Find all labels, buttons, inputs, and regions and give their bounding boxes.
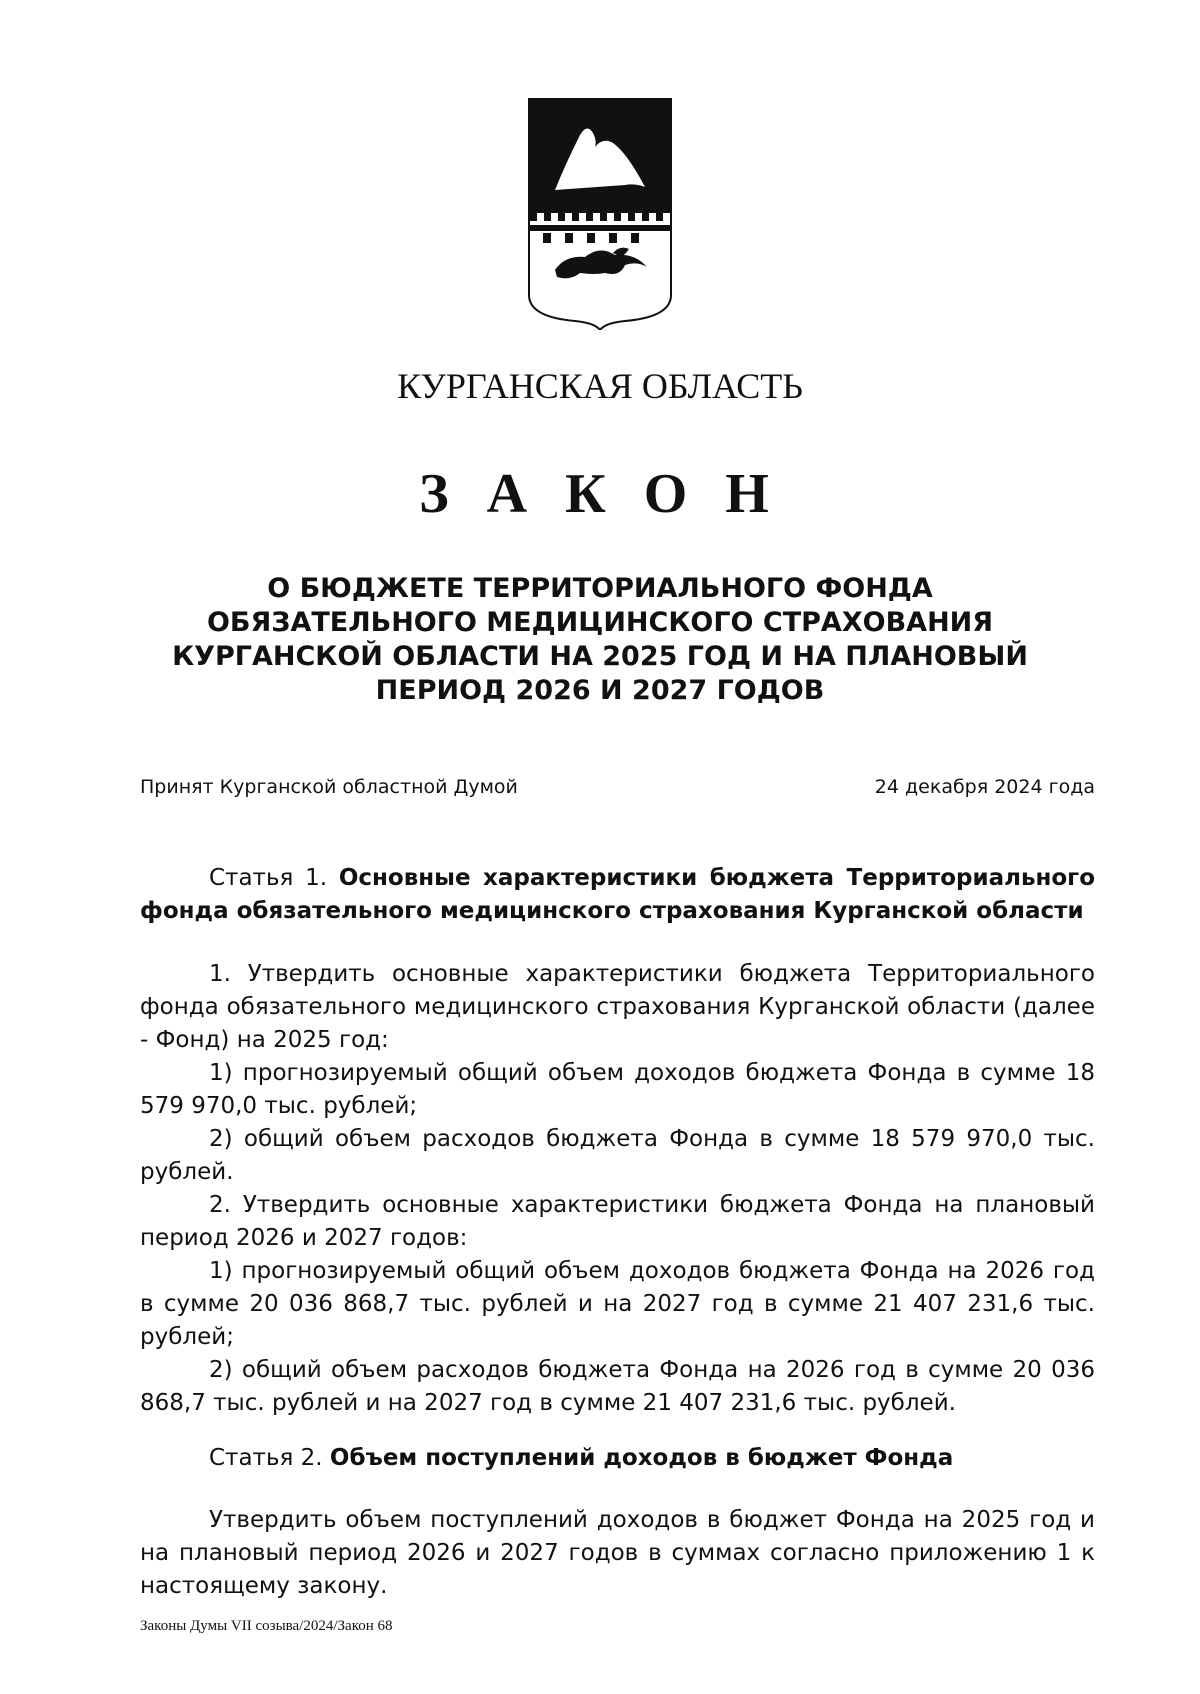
law-title-line: О БЮДЖЕТЕ ТЕРРИТОРИАЛЬНОГО ФОНДА [267,573,933,604]
law-title-line: КУРГАНСКОЙ ОБЛАСТИ НА 2025 ГОД И НА ПЛАНОВЫЙ [172,641,1028,672]
adopted-by: Принят Курганской областной Думой [140,776,518,798]
article-1-heading [140,862,1095,928]
article-1-paragraph-1: 1. Утвердить основные характеристики бюджета Территориального фонда обязательного медицинского страхования Курганской области (далее - Фонд) на 2025 год: [140,961,1095,1053]
article-2-number: Статья 2. [209,1445,323,1471]
article-1-title: Основные характеристики бюджета Территориального фонда обязательного медицинского страхования Курганской области [140,865,1095,924]
law-title [150,572,1050,708]
article-1-item-1-2: 2) общий объем расходов бюджета Фонда в сумме 18 579 970,0 тыс. рублей. [140,1126,1095,1185]
article-1-item-1-1: 1) прогнозируемый общий объем доходов бюджета Фонда в сумме 18 579 970,0 тыс. рублей; [140,1060,1095,1119]
article-2-paragraph-1: Утвердить объем поступлений доходов в бюджет Фонда на 2025 год и на плановый период 2026 и 2027 годов в суммах согласно приложению 1 к настоящему закону. [140,1507,1095,1599]
document-type: З А К О Н [419,463,781,525]
region-name: КУРГАНСКАЯ ОБЛАСТЬ [397,366,803,406]
law-title-line: ПЕРИОД 2026 И 2027 ГОДОВ [375,675,825,706]
article-2-body [140,1504,1095,1603]
article-1-body [140,958,1095,1420]
article-2-heading [140,1442,1095,1475]
adoption-date: 24 декабря 2024 года [874,776,1095,798]
article-1-item-2-1: 1) прогнозируемый общий объем доходов бюджета Фонда на 2026 год в сумме 20 036 868,7 тыс. рублей и на 2027 год в сумме 21 407 231,6 тыс. рублей; [140,1258,1095,1350]
article-1-paragraph-2: 2. Утвердить основные характеристики бюджета Фонда на плановый период 2026 и 2027 годов: [140,1192,1095,1251]
article-1-number: Статья 1. [209,865,328,891]
adoption-line [140,776,1095,798]
document-reference: Законы Думы VII созыва/2024/Закон 68 [140,1618,393,1634]
article-2-title: Объем поступлений доходов в бюджет Фонда [329,1445,954,1471]
coat-of-arms-icon [525,95,675,330]
article-1-item-2-2: 2) общий объем расходов бюджета Фонда на 2026 год в сумме 20 036 868,7 тыс. рублей и на 2027 год в сумме 21 407 231,6 тыс. рублей. [140,1357,1095,1416]
law-title-line: ОБЯЗАТЕЛЬНОГО МЕДИЦИНСКОГО СТРАХОВАНИЯ [206,607,994,638]
